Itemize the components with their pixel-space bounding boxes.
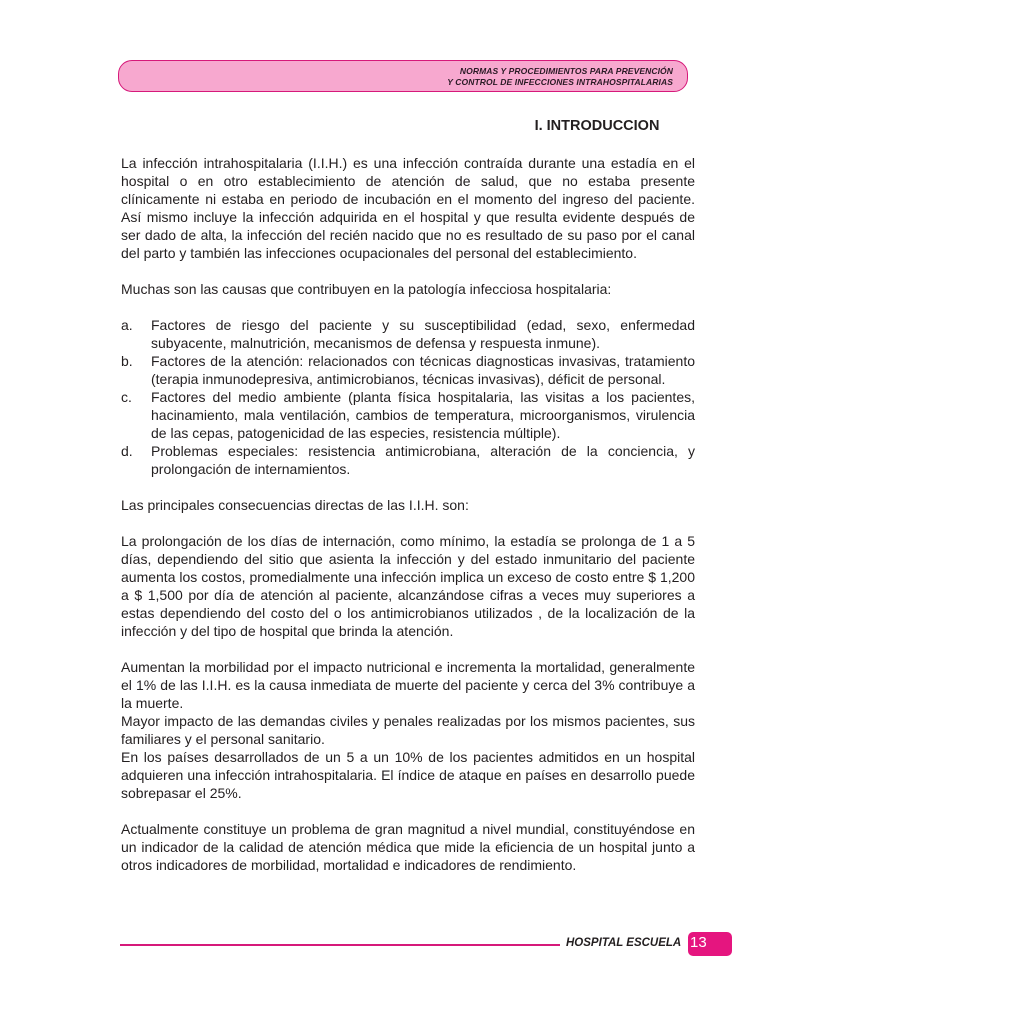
footer-rule (120, 944, 560, 946)
list-item (121, 388, 695, 442)
paragraph-statistics: En los países desarrollados de un 5 a un 10% de los pacientes admitidos en un hospital adquieren una infección intrahospitalaria. El índice de ataque en países en desarrollo puede sobrepasar el 25%. (121, 749, 695, 801)
paragraph-legal-impact: Mayor impacto de las demandas civiles y penales realizadas por los mismos pacientes, sus familiares y el personal sanitario. (121, 713, 695, 747)
causes-list (121, 316, 695, 478)
list-item-text: Factores de la atención: relacionados con técnicas diagnosticas invasivas, tratamiento (terapia inmunodepresiva, antimicrobianos, técnicas invasivas), déficit de personal. (151, 353, 695, 387)
page-number: 13 (690, 934, 707, 951)
paragraph-costs: La prolongación de los días de internación, como mínimo, la estadía se prolonga de 1 a 5 días, dependiendo del sitio que asienta la infección y del estado inmunitario del paciente aumenta los costos, promedialmente una infección implica un exceso de costo entre $ 1,200 a $ 1,500 por día de atención al paciente, alcanzándose cifras a veces muy superiores a estas dependiendo del costo del o los antimicrobianos utilizados , de la localización de la infección y del tipo de hospital que brinda la atención. (121, 533, 695, 639)
list-marker: b. (121, 353, 133, 369)
list-marker: d. (121, 443, 133, 459)
header-banner (118, 60, 688, 92)
list-marker: a. (121, 317, 133, 333)
paragraph-conclusion: Actualmente constituye un problema de gran magnitud a nivel mundial, constituyéndose en un indicador de la calidad de atención médica que mide la eficiencia de un hospital junto a otros indicadores de morbilidad, mortalidad e indicadores de rendimiento. (121, 821, 695, 873)
paragraph-consequences-intro: Las principales consecuencias directas de las I.I.H. son: (121, 497, 469, 513)
list-item-text: Factores de riesgo del paciente y su susceptibilidad (edad, sexo, enfermedad subyacente, malnutrición, mecanismos de defensa y respuesta inmune). (151, 317, 695, 351)
list-item-text: Problemas especiales: resistencia antimicrobiana, alteración de la conciencia, y prolongación de internamientos. (151, 443, 695, 477)
list-item (121, 352, 695, 388)
section-title-wrapper (0, 118, 1024, 134)
paragraph-morbidity: Aumentan la morbilidad por el impacto nutricional e incrementa la mortalidad, generalmente el 1% de las I.I.H. es la causa inmediata de muerte del paciente y cerca del 3% contribuye a la muerte. (121, 659, 695, 711)
document-body (121, 154, 695, 874)
header-title-line1: NORMAS Y PROCEDIMIENTOS PARA PREVENCIÓN (459, 66, 673, 76)
list-item (121, 316, 695, 352)
header-title-line2: Y CONTROL DE INFECCIONES INTRAHOSPITALARIAS (447, 77, 673, 87)
list-item-text: Factores del medio ambiente (planta física hospitalaria, las visitas a los pacientes, hacinamiento, mala ventilación, cambios de temperatura, microorganismos, virulencia de las cepas, patogenicidad de las especies, resistencia múltiple). (151, 389, 695, 441)
paragraph-definition: La infección intrahospitalaria (I.I.H.) es una infección contraída durante una estadía en el hospital o en otro establecimiento de atención de salud, que no estaba presente clínicamente ni estaba en periodo de incubación en el momento del ingreso del paciente. Así mismo incluye la infección adquirida en el hospital y que resulta evidente después de ser dado de alta, la infección del recién nacido que no es resultado de su paso por el canal del parto y también las infecciones ocupacionales del personal del establecimiento. (121, 155, 695, 261)
footer-label: HOSPITAL ESCUELA (566, 937, 682, 949)
section-title: I. INTRODUCCION (534, 118, 660, 134)
list-marker: c. (121, 389, 132, 405)
paragraph-causes-intro: Muchas son las causas que contribuyen en la patología infecciosa hospitalaria: (121, 281, 612, 297)
list-item (121, 442, 695, 478)
page-number-badge (688, 932, 732, 956)
